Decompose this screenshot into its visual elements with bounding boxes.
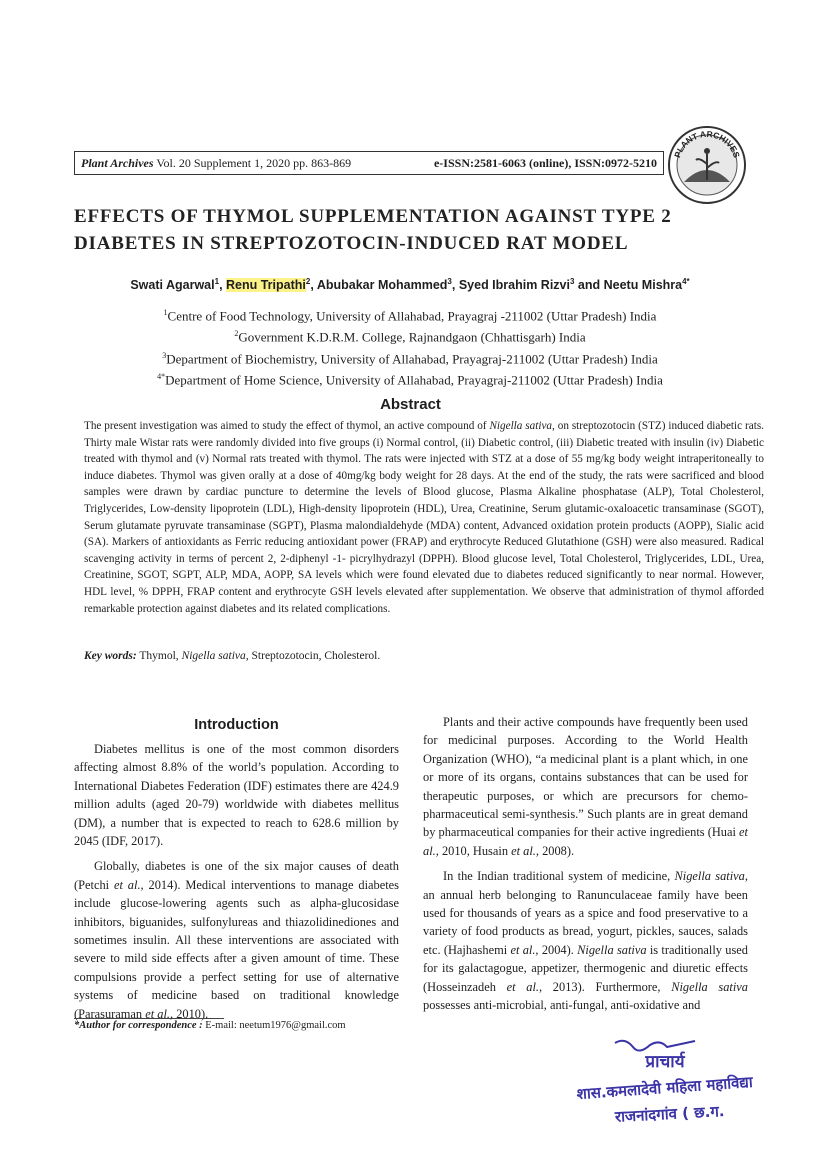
svg-text:PLANT ARCHIVES: PLANT ARCHIVES	[672, 128, 742, 159]
author-list	[60, 277, 760, 292]
principal-stamp	[555, 1035, 770, 1130]
journal-name: Plant Archives	[81, 156, 154, 170]
introduction-heading: Introduction	[194, 717, 279, 733]
footnote-rule	[74, 1018, 224, 1019]
paragraph: In the Indian traditional system of medicine, Nigella sativa, an annual herb belonging to Ranunculaceae family have been used for thousands of years as a spice and food preservative to a variety of food products as bread, yogurt, pickles, sauces, salads etc. (Hajhashemi et al., 2004). Nigella sativa is traditionally used for its galactagogue, appetizer, thermogenic and diuretic effects (Hosseinzadeh et al., 2013). Furthermore, Nigella sativa possesses anti-microbial, anti-fungal, anti-oxidative and	[423, 869, 748, 1013]
abstract-body: The present investigation was aimed to study the effect of thymol, an active compound of Nigella sativa, on streptozotocin (STZ) induced diabetic rats. Thirty male Wistar rats were randomly divided into five groups (i) Normal control, (ii) Diabetic control, (iii) Diabetic treated with insulin (iv) Diabetic treated with thymol and (v) Normal rats treated with thymol. The rats were injected with STZ at a dose of 55 mg/kg body weight intraperitoneally to induce diabetes. Thymol was given orally at a dose of 40mg/kg body weight for 28 days. At the end of the study, the rats were sacrificed and blood samples were drawn by cardiac puncture to determine the levels of Blood glucose, Plasma Alkaline phosphatase (ALP), Total Cholesterol, Triglycerides, Low-density lipoprotein (LDL), High-density lipoprotein (HDL), Urea, Creatinine, Serum glutamic-oxaloacetic transaminase (SGOT), Serum glutamate pyruvate transaminase (SGPT), Plasma malondialdehyde (MDA) content, Advanced oxidation protein products (AOPP), Sialic acid (SA). Markers of antioxidants as Ferric reducing antioxidant power (FRAP) and erythrocyte Reduced Glutathione (GSH) were also measured. Radical scavenging activity in terms of percent 2, 2-diphenyl -1- picrylhydrazyl (DPPH). Blood glucose level, Total Cholesterol, Triglycerides, LDL, Urea, Creatinine, SGOT, SGPT, ALP, MDA, AOPP, SA levels which were found elevated due to diabetes reduced significantly to near normal. However, HDL level, % DPPH, FRAP content and erythrocyte GSH levels elevated after supplementation. We observe that administration of thymol afforded remarkable protection against diabetes and its related complications.	[84, 420, 764, 615]
journal-citation	[81, 156, 351, 171]
keywords: Key words: Thymol, Nigella sativa, Streptozotocin, Cholesterol.	[84, 650, 381, 662]
left-column	[74, 740, 399, 1030]
correspondence-note: *Author for correspondence : E-mail: neetum1976@gmail.com	[74, 1020, 346, 1031]
author: Abubakar Mohammed$^3$,	[316, 277, 459, 293]
affiliation: $^{4*}$Department of Home Science, University of Allahabad, Prayagraj-211002 (Uttar Pradesh) India	[157, 371, 663, 388]
right-column	[423, 713, 748, 1022]
signature-scribble	[615, 1041, 695, 1051]
author: Syed Ibrahim Rizvi$^3$ and	[458, 277, 604, 293]
issn-text: e-ISSN:2581-6063 (online), ISSN:0972-5210	[433, 156, 657, 170]
svg-text:प्राचार्य: प्राचार्य	[645, 1052, 685, 1072]
paragraph: Diabetes mellitus is one of the most common disorders affecting almost 8.8% of the world’s population. According to International Diabetes Federation (IDF) estimates there are 424.9 million adults (aged 20-79) worldwide with diabetes mellitus (DM), a number that is expected to reach to 628.6 million by 2045 (IDF, 2017).	[74, 742, 399, 849]
svg-text:राजनांदगांव ( छ.ग.: राजनांदगांव ( छ.ग.	[614, 1102, 725, 1126]
correspondence-email: E-mail: neetum1976@gmail.com	[202, 1020, 346, 1031]
svg-text:शास.कमलादेवी महिला महाविद्या: शास.कमलादेवी महिला महाविद्या	[576, 1072, 754, 1104]
affiliation: $^1$Centre of Food Technology, University of Allahabad, Prayagraj -211002 (Uttar Pradesh) India	[163, 308, 657, 324]
journal-header	[74, 151, 664, 175]
citation-text: Vol. 20 Supplement 1, 2020 pp. 863-869	[156, 156, 352, 170]
title-line-1: EFFECTS OF THYMOL SUPPLEMENTATION AGAINST TYPE 2	[74, 206, 672, 227]
paper-title	[74, 203, 774, 257]
paragraph: Globally, diabetes is one of the six major causes of death (Petchi et al., 2014). Medical interventions to manage diabetes include glucose-lowering agents such as alpha-glucosidase inhibitors, biguanides, sulfonylureas and thiazolidinediones and sometimes insulin. All these interventions are associated with severe to mild side effects after a given amount of time. These compulsions provide a perfect setting for use of alternative systems of medicine based on traditional knowledge (Parasuraman et al., 2010).	[74, 859, 399, 1021]
affiliation: $^3$Department of Biochemistry, University of Allahabad, Prayagraj-211002 (Uttar Pradesh) India	[162, 350, 658, 366]
affiliations	[60, 304, 760, 389]
affiliation: $^2$Government K.D.R.M. College, Rajnandgaon (Chhattisgarh) India	[234, 329, 586, 345]
author: Swati Agarwal$^1$,	[130, 277, 227, 293]
paragraph: Plants and their active compounds have frequently been used for medicinal purposes. According to the World Health Organization (WHO), “a medicinal plant is a plant which, in one or more of its organs, contains substances that can be used for therapeutic purposes, or which are precursors for chemo-pharmaceutical semi-synthesis.” Such plants are in great demand by pharmaceutical companies for their active ingredients (Huai et al., 2010, Husain et al., 2008).	[423, 715, 748, 858]
title-line-2: DIABETES IN STREPTOZOTOCIN-INDUCED RAT MODEL	[74, 233, 629, 254]
author-highlighted: Renu Tripathi$^2$,	[226, 277, 317, 293]
author: Neetu Mishra$^{4*}$	[603, 277, 690, 293]
plant-archives-logo	[666, 124, 748, 206]
abstract-heading: Abstract	[380, 396, 441, 413]
